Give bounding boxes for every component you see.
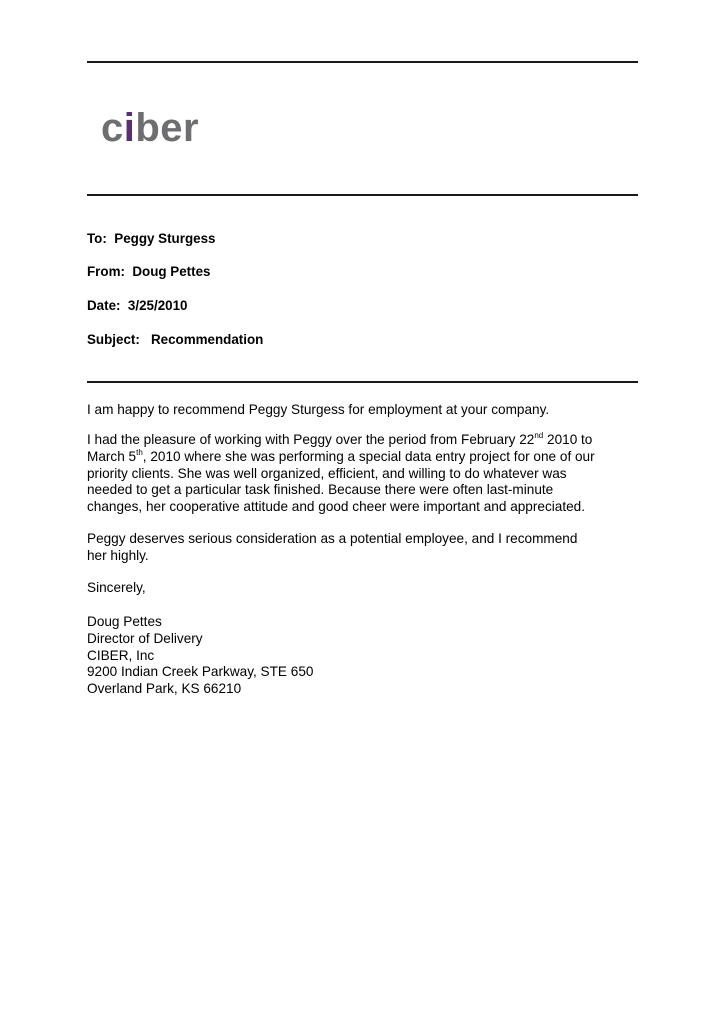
signature-address-line2: Overland Park, KS 66210 [87, 681, 242, 697]
text-run: March 5 [87, 448, 137, 464]
memo-date: Date: 3/25/2010 [87, 298, 188, 313]
text-run: I had the pleasure of working with Peggy over the period from February 22 [87, 432, 535, 447]
paragraph-line: her highly. [87, 547, 149, 563]
paragraph-line: I am happy to recommend Peggy Sturgess for employment at your company. [87, 402, 550, 417]
closing-salutation [87, 580, 647, 597]
paragraph-intro [87, 402, 647, 419]
signature-title: Director of Delivery [87, 630, 203, 646]
paragraph-line: Peggy deserves serious consideration as a potential employee, and I recommend [87, 531, 578, 546]
ciber-logo [101, 106, 199, 150]
memo-to: To: Peggy Sturgess [87, 231, 216, 246]
paragraph-line: priority clients. She was well organized, efficient, and willing to do whatever was [87, 465, 567, 481]
memo-subject: Subject: Recommendation [87, 332, 264, 347]
signature-block [87, 614, 647, 698]
paragraph-line: changes, her cooperative attitude and good cheer were important and appreciated. [87, 499, 586, 515]
body-divider [87, 381, 638, 383]
closing-text: Sincerely, [87, 580, 146, 595]
paragraph-line [87, 449, 647, 466]
paragraph-line: needed to get a particular task finished. Because there were often last-minute [87, 482, 554, 498]
memo-from: From: Doug Pettes [87, 264, 211, 279]
text-run: , 2010 where she was performing a special data entry project for one of our [142, 448, 595, 464]
ordinal-suffix: nd [534, 431, 544, 440]
logo-letter-c: c [101, 106, 124, 150]
logo-letters-ber: ber [135, 106, 200, 150]
paragraph-details [87, 432, 647, 516]
logo-letter-i: i [123, 106, 136, 150]
top-divider [87, 61, 638, 63]
signature-address-line1: 9200 Indian Creek Parkway, STE 650 [87, 664, 314, 680]
text-run: 2010 to [543, 432, 593, 447]
header-divider [87, 194, 638, 196]
paragraph-recommendation [87, 531, 647, 565]
signature-name: Doug Pettes [87, 614, 162, 629]
signature-company: CIBER, Inc [87, 647, 155, 663]
ordinal-suffix: th [136, 447, 143, 457]
paragraph-line [87, 432, 647, 449]
